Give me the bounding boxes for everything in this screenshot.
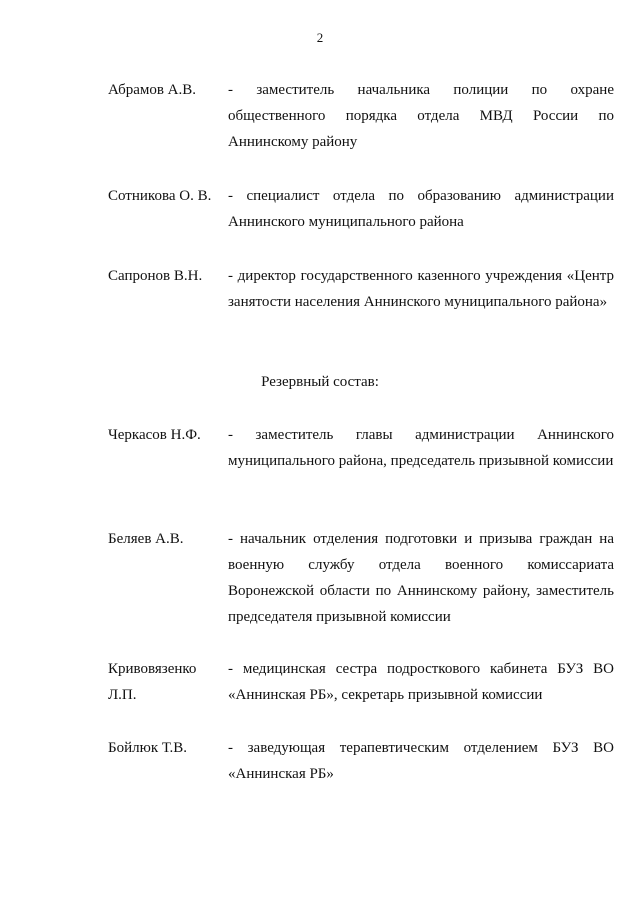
reserve-heading: Резервный состав: <box>261 374 379 390</box>
member-name: Сапронов В.Н. <box>108 268 203 284</box>
member-name: Сотникова О. В. <box>108 188 212 204</box>
member-name: Беляев А.В. <box>108 531 184 547</box>
member-entry <box>108 77 614 155</box>
member-name: Черкасов Н.Ф. <box>108 427 201 443</box>
member-description: - специалист отдела по образованию администрации Аннинского муниципального района <box>228 188 614 230</box>
reserve-member-entry <box>108 735 614 787</box>
reserve-member-entry <box>108 526 614 630</box>
reserve-member-entry <box>108 656 614 708</box>
page-number: 2 <box>316 30 324 45</box>
member-name: Абрамов А.В. <box>108 82 197 98</box>
member-description: - заведующая терапевтическим отделением БУЗ ВО «Аннинская РБ» <box>228 740 614 782</box>
reserve-member-entry <box>108 422 614 474</box>
member-description: - медицинская сестра подросткового кабинета БУЗ ВО «Аннинская РБ», секретарь призывной комиссии <box>228 661 614 703</box>
member-entry <box>108 183 614 235</box>
member-description: - начальник отделения подготовки и призыва граждан на военную службу отдела военного комиссариата Воронежской области по Аннинскому району, заместитель председателя призывной комиссии <box>228 531 614 625</box>
member-description: - директор государственного казенного учреждения «Центр занятости населения Аннинского муниципального района» <box>228 268 614 310</box>
member-name: Кривовязенко Л.П. <box>108 661 197 703</box>
member-description: - заместитель начальника полиции по охране общественного порядка отдела МВД России по Аннинскому району <box>228 82 614 150</box>
member-name: Бойлюк Т.В. <box>108 740 188 756</box>
member-entry <box>108 263 614 315</box>
member-description: - заместитель главы администрации Аннинского муниципального района, председатель призывной комиссии <box>228 427 614 469</box>
